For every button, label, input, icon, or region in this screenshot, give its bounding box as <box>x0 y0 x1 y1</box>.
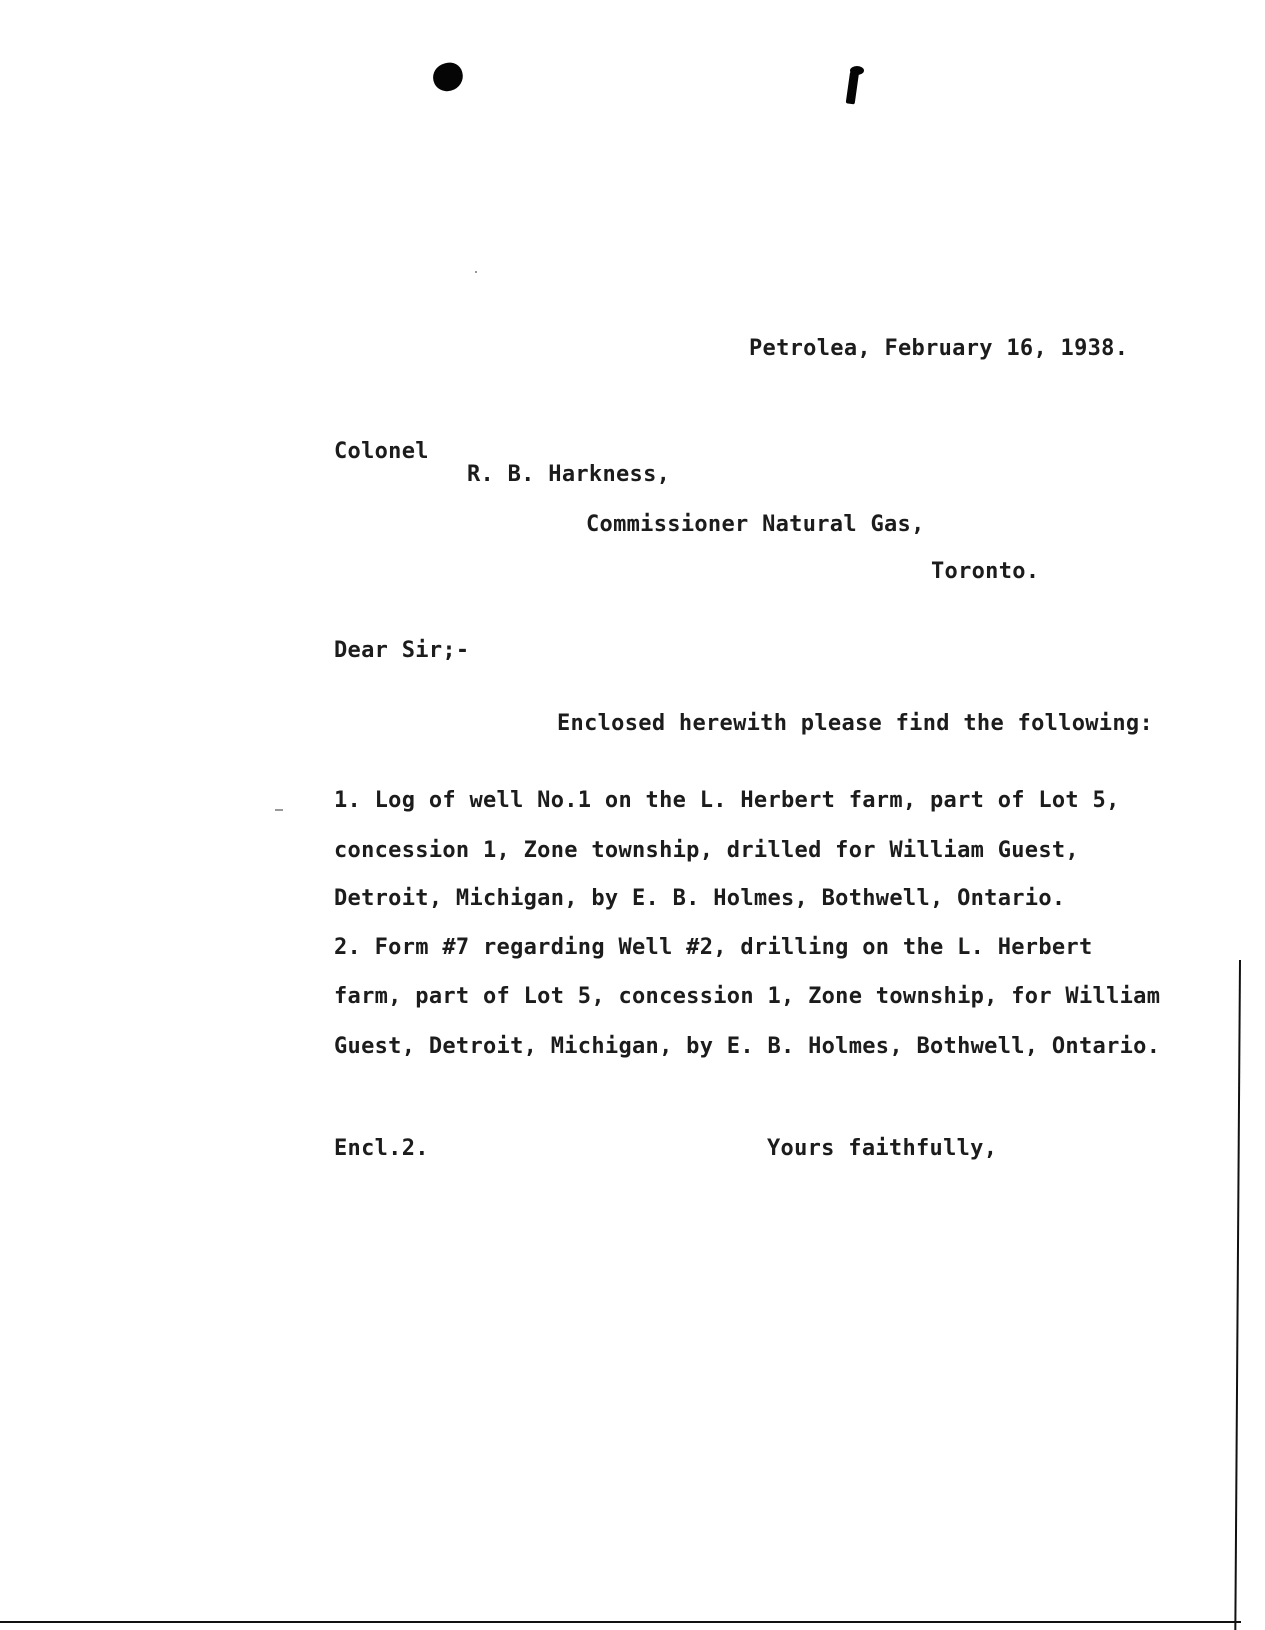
ink-mark <box>846 70 860 105</box>
item-1-line-2: concession 1, Zone township, drilled for William Guest, <box>334 838 1079 863</box>
enclosures-note: Encl.2. <box>334 1136 429 1161</box>
recipient-city: Toronto. <box>931 559 1040 584</box>
closing: Yours faithfully, <box>767 1136 998 1161</box>
item-1-line-3: Detroit, Michigan, by E. B. Holmes, Bothwell, Ontario. <box>334 886 1066 911</box>
speck <box>475 271 477 273</box>
page-edge-right <box>1234 960 1241 1630</box>
item-2-line-2: farm, part of Lot 5, concession 1, Zone township, for William <box>334 984 1161 1009</box>
recipient-title: Colonel <box>334 439 429 464</box>
salutation: Dear Sir;- <box>334 638 470 663</box>
page-edge-bottom <box>0 1621 1241 1623</box>
margin-mark <box>275 809 283 811</box>
intro-line: Enclosed herewith please find the following: <box>557 711 1153 736</box>
item-2-line-3: Guest, Detroit, Michigan, by E. B. Holmes, Bothwell, Ontario. <box>334 1034 1161 1059</box>
recipient-name: R. B. Harkness, <box>467 462 671 487</box>
item-1-line-1: 1. Log of well No.1 on the L. Herbert farm, part of Lot 5, <box>334 788 1120 813</box>
dateline: Petrolea, February 16, 1938. <box>749 336 1129 361</box>
ink-blot <box>430 60 466 95</box>
recipient-position: Commissioner Natural Gas, <box>586 512 925 537</box>
item-2-line-1: 2. Form #7 regarding Well #2, drilling on the L. Herbert <box>334 935 1093 960</box>
